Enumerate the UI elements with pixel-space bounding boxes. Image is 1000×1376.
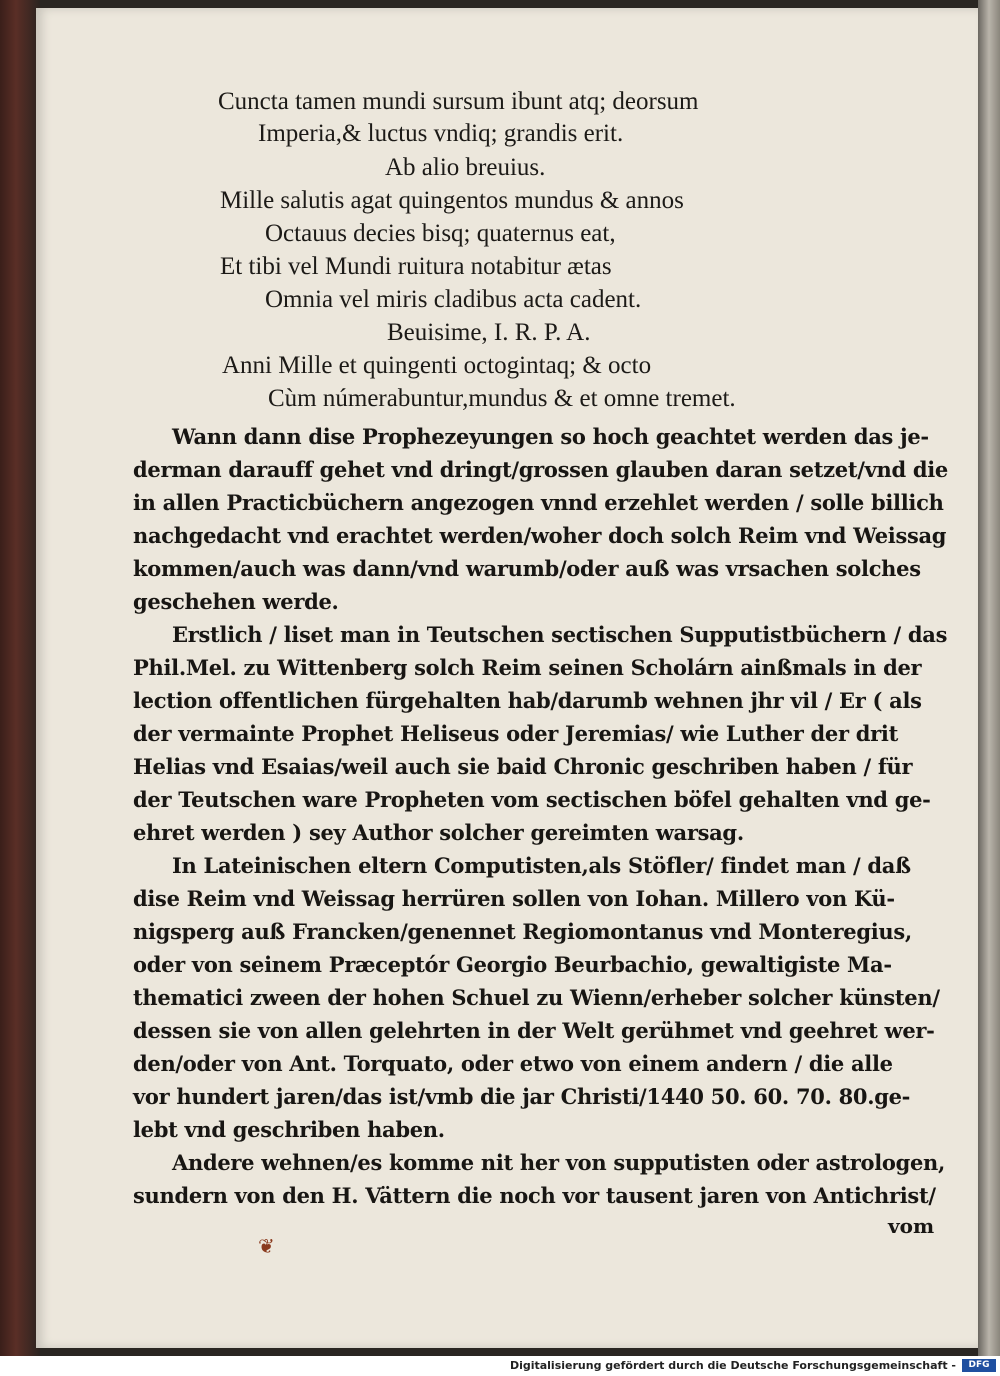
verse-line: Omnia vel miris cladibus acta cadent.	[265, 286, 642, 313]
text-line: lebt vnd geschriben haben.	[133, 1117, 445, 1142]
text-line: geschehen werde.	[133, 589, 339, 614]
verse-line: Octauus decies bisq; quaternus eat,	[265, 220, 616, 247]
text-line: der Teutschen ware Propheten vom sectischen böfel gehalten vnd ge-	[133, 787, 931, 812]
verse-line: Et tibi vel Mundi ruitura notabitur ætas	[220, 253, 612, 280]
text-line: dessen sie von allen gelehrten in der Welt gerühmet vnd geehret wer-	[133, 1018, 935, 1043]
verse-line: Imperia,& luctus vndiq; grandis erit.	[258, 120, 624, 147]
text-line: in allen Practicbüchern angezogen vnnd erzehlet werden / solle billich	[133, 490, 944, 515]
text-line: Erstlich / liset man in Teutschen sectischen Supputistbüchern / das	[172, 622, 948, 647]
text-line: Phil.Mel. zu Wittenberg solch Reim seinen Scholárn ainßmals in der	[133, 655, 922, 680]
text-line: sundern von den H. Vättern die noch vor tausent jaren von Antichrist/	[133, 1183, 936, 1208]
text-line: derman darauff gehet vnd dringt/grossen glauben daran setzet/vnd die	[133, 457, 948, 482]
verse-line: Cùm númerabuntur,mundus & et omne tremet.	[268, 385, 736, 412]
text-line: In Lateinischen eltern Computisten,als Stöfler/ findet man / daß	[172, 853, 911, 878]
verse-line: Anni Mille et quingenti octogintaq; & octo	[222, 352, 652, 379]
text-line: Helias vnd Esaias/weil auch sie baid Chronic geschriben haben / für	[133, 754, 913, 779]
dfg-logo-icon: DFG	[962, 1359, 996, 1372]
verse-line: Beuisime, I. R. P. A.	[387, 319, 591, 346]
text-line: Wann dann dise Prophezeyungen so hoch geachtet werden das je-	[172, 424, 929, 449]
footer-credit: Digitalisierung gefördert durch die Deutsche Forschungsgemeinschaft -	[509, 1359, 956, 1372]
book-binding-shadow	[0, 0, 40, 1356]
digitization-footer	[0, 1356, 1000, 1376]
text-line: lection offentlichen fürgehalten hab/darumb wehnen jhr vil / Er ( als	[133, 688, 922, 713]
text-line: dise Reim vnd Weissag herrüren sollen von Iohan. Millero von Kü-	[133, 886, 895, 911]
text-line: oder von seinem Præceptór Georgio Beurbachio, gewaltigiste Ma-	[133, 952, 892, 977]
text-line: thematici zween der hohen Schuel zu Wienn/erheber solcher künsten/	[133, 985, 940, 1010]
text-line: nigsperg auß Francken/genennet Regiomontanus vnd Monteregius,	[133, 919, 912, 944]
text-line: den/oder von Ant. Torquato, oder etwo von einem andern / die alle	[133, 1051, 893, 1076]
fleuron-ornament: ❦	[258, 1234, 275, 1258]
verse-line: Cuncta tamen mundi sursum ibunt atq; deorsum	[218, 88, 699, 115]
verse-line: Ab alio breuius.	[385, 154, 546, 181]
page-edge	[978, 0, 1000, 1356]
text-line: vor hundert jaren/das ist/vmb die jar Christi/1440 50. 60. 70. 80.ge-	[133, 1084, 911, 1109]
catchword: vom	[888, 1214, 935, 1238]
text-line: der vermainte Prophet Heliseus oder Jeremias/ wie Luther der drit	[133, 721, 898, 746]
verse-line: Mille salutis agat quingentos mundus & annos	[220, 187, 684, 214]
text-line: kommen/auch was dann/vnd warumb/oder auß was vrsachen solches	[133, 556, 921, 581]
text-line: nachgedacht vnd erachtet werden/woher doch solch Reim vnd Weissag	[133, 523, 947, 548]
text-line: ehret werden ) sey Author solcher gereimten warsag.	[133, 820, 744, 845]
text-line: Andere wehnen/es komme nit her von supputisten oder astrologen,	[172, 1150, 946, 1175]
